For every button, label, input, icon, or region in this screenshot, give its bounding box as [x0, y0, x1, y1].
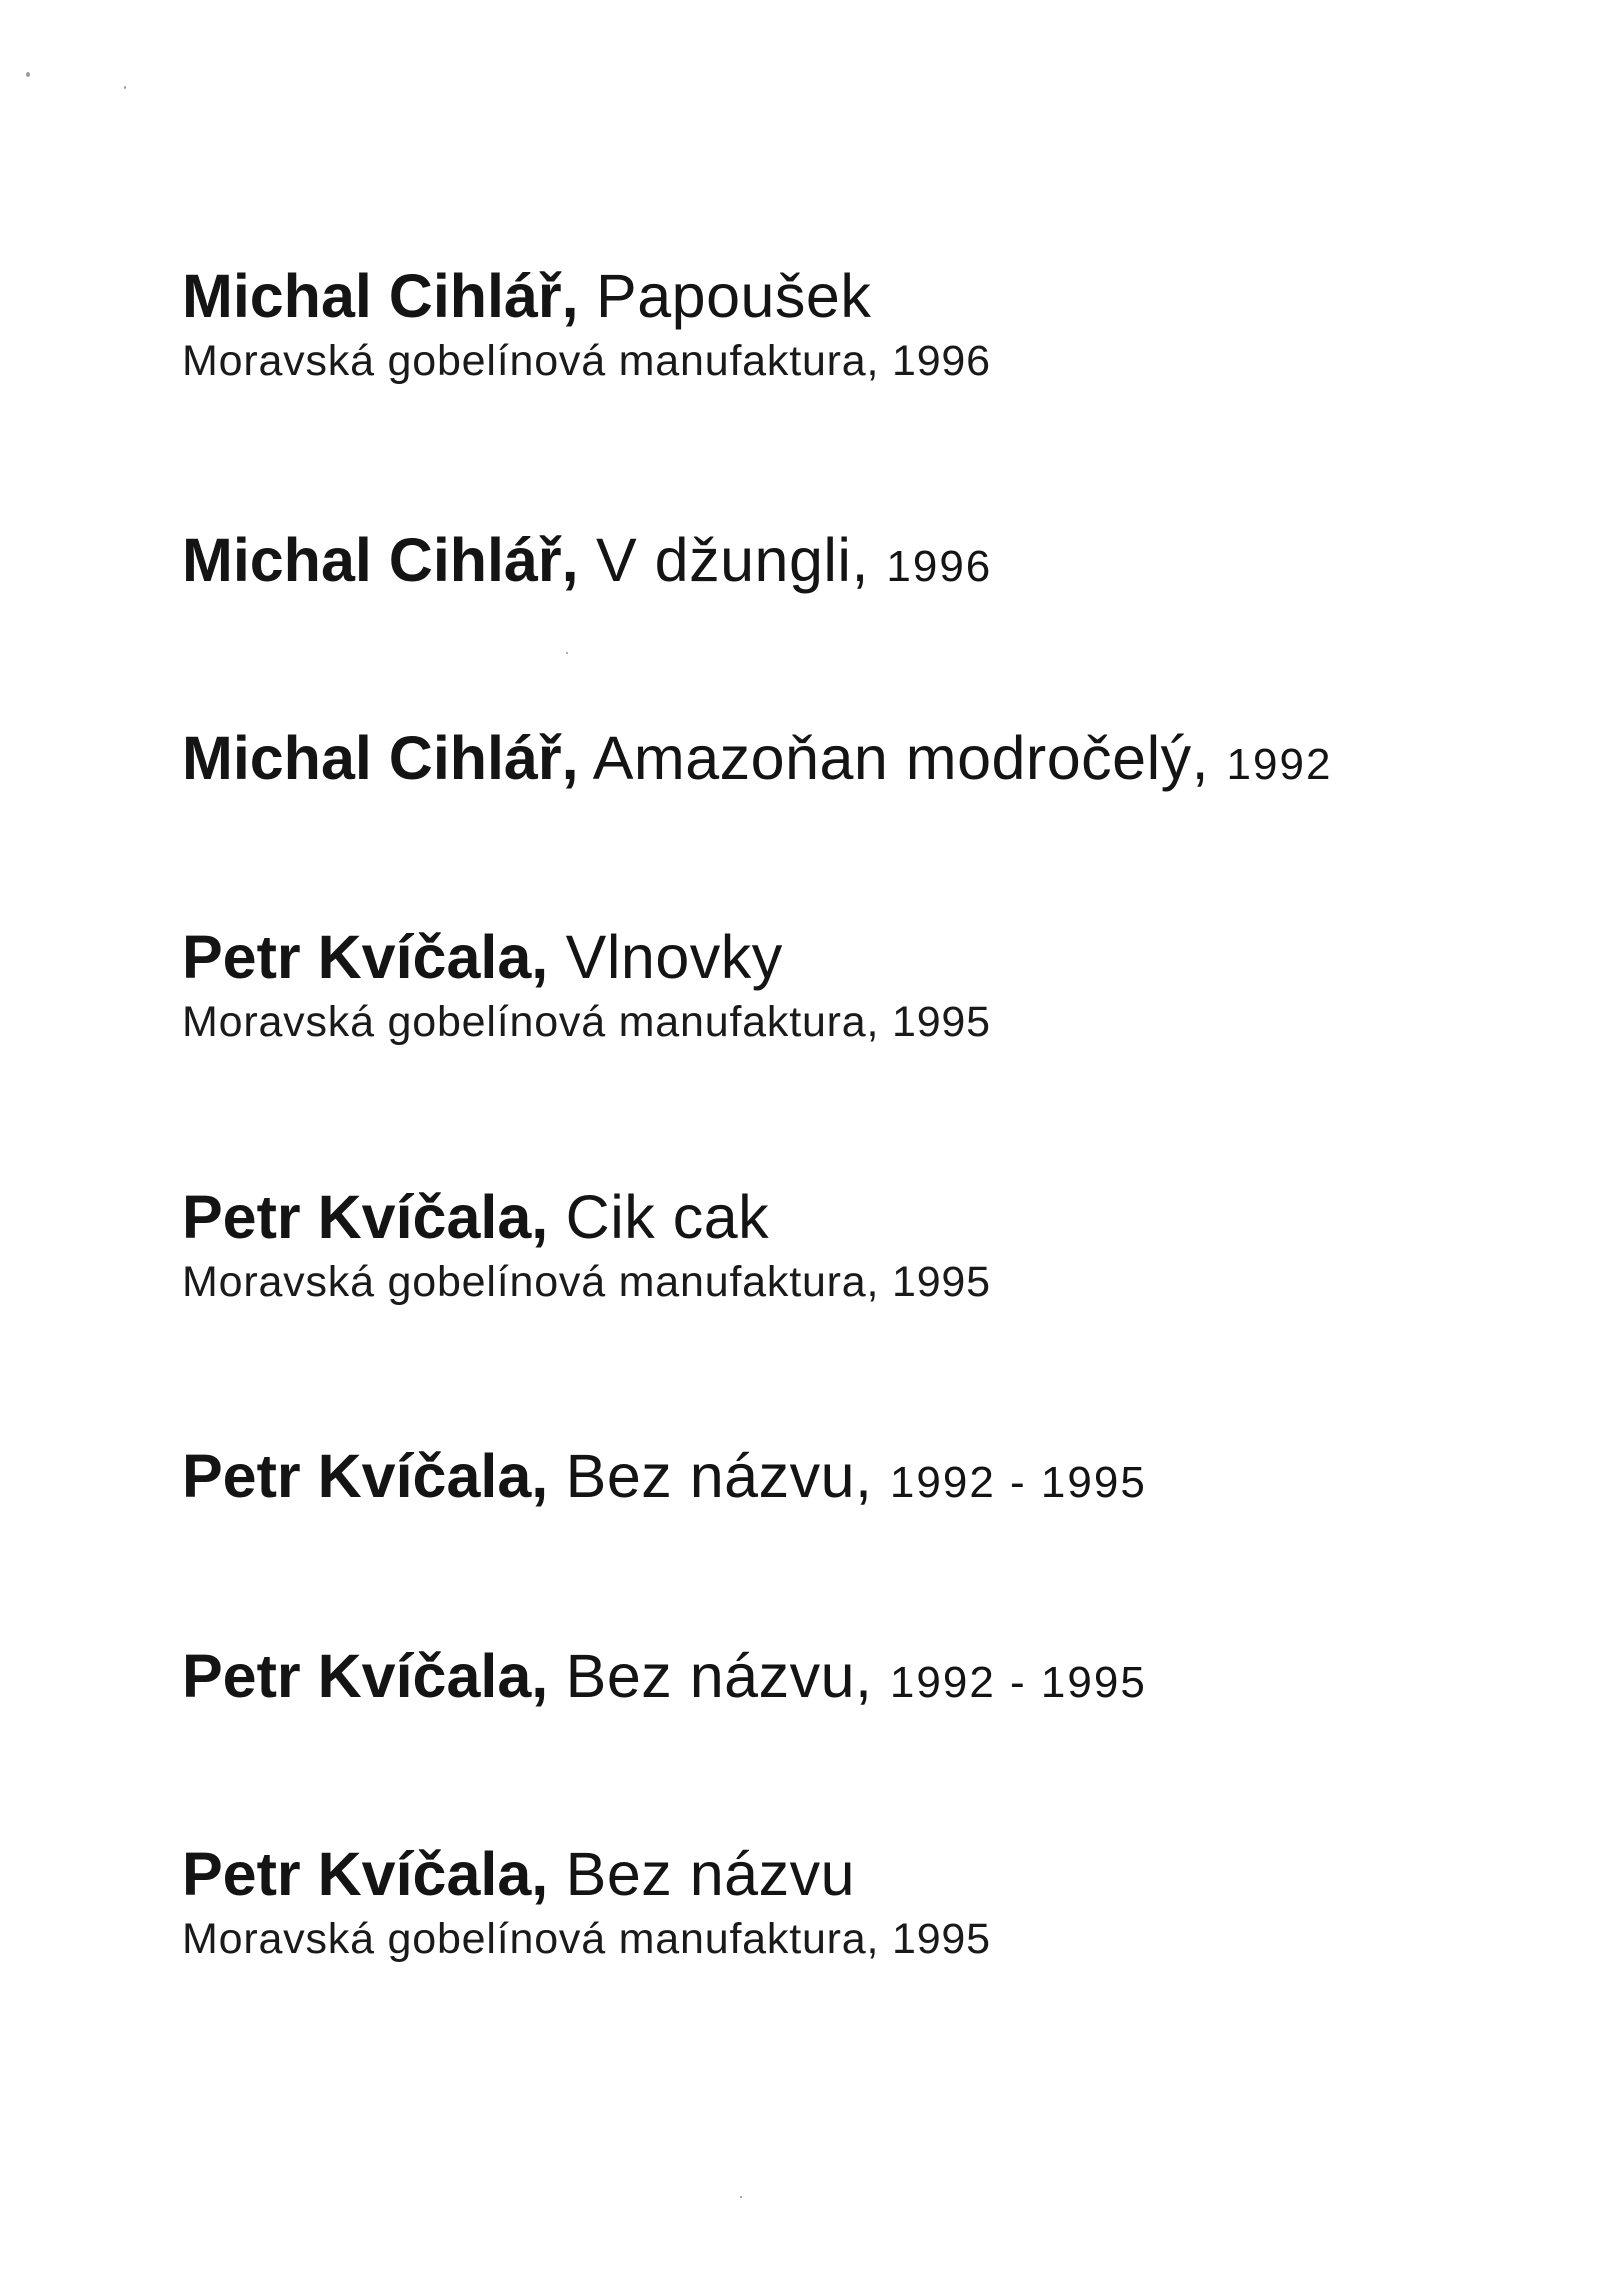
scan-speck [566, 652, 568, 654]
artist-name: Michal Cihlář, [182, 262, 579, 330]
artist-name: Petr Kvíčala, [182, 1642, 549, 1710]
artist-name: Petr Kvíčala, [182, 1183, 549, 1251]
artwork-entry [182, 524, 1482, 603]
artwork-title-line [182, 1838, 1482, 1910]
artwork-maker: Moravská gobelínová manufaktura, 1995 [182, 998, 991, 1046]
artwork-title: Bez názvu [565, 1840, 856, 1908]
artwork-entry [182, 260, 1482, 388]
artwork-entry [182, 722, 1482, 801]
artwork-title-line [182, 260, 1482, 332]
artwork-title: Bez názvu, [565, 1442, 873, 1510]
artwork-title: Cik cak [565, 1183, 770, 1251]
artist-name: Michal Cihlář, [182, 526, 579, 594]
artist-name: Petr Kvíčala, [182, 923, 549, 991]
artwork-entry [182, 1640, 1482, 1719]
artist-name: Michal Cihlář, [182, 724, 579, 792]
artist-name: Petr Kvíčala, [182, 1442, 549, 1510]
artwork-entry [182, 921, 1482, 1049]
artwork-title-line [182, 1181, 1482, 1253]
scan-speck [124, 86, 126, 89]
artwork-entry [182, 1440, 1482, 1519]
artwork-entry [182, 1838, 1482, 1966]
artwork-title-line [182, 722, 1482, 801]
artwork-year: 1996 [886, 542, 993, 591]
artwork-maker: Moravská gobelínová manufaktura, 1995 [182, 1258, 991, 1306]
artwork-year: 1992 [1226, 740, 1333, 789]
artwork-title: Bez názvu, [565, 1642, 873, 1710]
scan-speck [740, 2196, 742, 2198]
artwork-year: 1992 - 1995 [889, 1458, 1147, 1507]
artwork-title-line [182, 1440, 1482, 1519]
artwork-title: Amazoňan modročelý, [592, 724, 1210, 792]
artwork-title-line [182, 524, 1482, 603]
scan-speck [26, 72, 30, 77]
artwork-title-line [182, 921, 1482, 993]
artwork-title: Papoušek [596, 262, 872, 330]
artwork-entry [182, 1181, 1482, 1309]
artwork-maker: Moravská gobelínová manufaktura, 1995 [182, 1915, 991, 1963]
artist-name: Petr Kvíčala, [182, 1840, 549, 1908]
artwork-title-line [182, 1640, 1482, 1719]
artwork-maker: Moravská gobelínová manufaktura, 1996 [182, 337, 991, 385]
artwork-year: 1992 - 1995 [889, 1658, 1147, 1707]
artwork-title: V džungli, [596, 526, 869, 594]
artwork-title: Vlnovky [565, 923, 783, 991]
